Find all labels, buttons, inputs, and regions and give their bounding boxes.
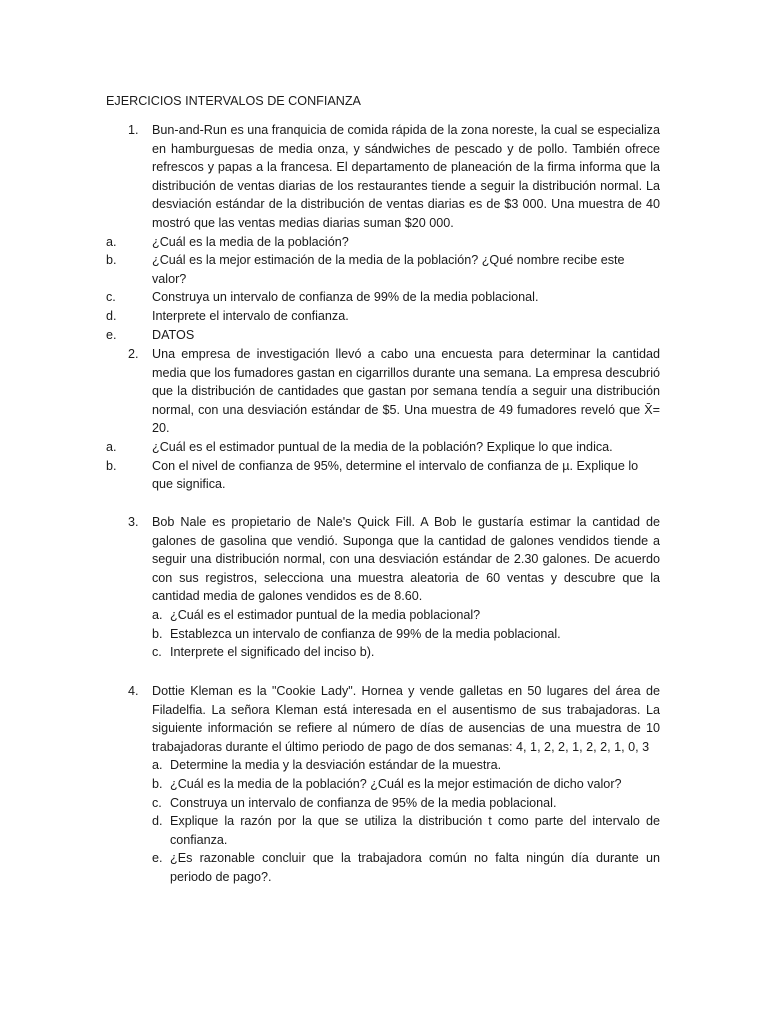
question-3 [106, 513, 660, 662]
list-item [106, 606, 660, 625]
list-item [106, 794, 660, 813]
item-marker: a. [106, 439, 117, 454]
item-text: ¿Cuál es el estimador puntual de la media de la población? Explique lo que indica. [152, 439, 613, 454]
question-2 [106, 345, 660, 494]
item-text: Interprete el intervalo de confianza. [152, 308, 349, 323]
question-4 [106, 682, 660, 887]
item-marker: b. [152, 626, 163, 641]
question-3-statement [106, 513, 660, 606]
list-item [106, 625, 660, 644]
list-item [106, 288, 660, 307]
item-text: Determine la media y la desviación estándar de la muestra. [170, 758, 502, 773]
list-item [106, 643, 660, 662]
item-marker: e. [106, 327, 117, 342]
item-marker: a. [106, 234, 117, 249]
item-text: Construya un intervalo de confianza de 95% de la media poblacional. [170, 795, 557, 810]
item-text: Explique la razón por la que se utiliza la distribución t como parte del intervalo de confianza. [170, 814, 660, 847]
item-marker: c. [152, 645, 162, 660]
question-number: 3. [128, 515, 139, 529]
item-marker: b. [106, 458, 117, 473]
item-marker: d. [152, 814, 163, 829]
item-text: ¿Cuál es el estimador puntual de la media poblacional? [170, 607, 481, 622]
item-text: ¿Cuál es la media de la población? [152, 234, 349, 249]
list-item [106, 326, 660, 345]
item-text: ¿Cuál es la mejor estimación de la media de la población? ¿Qué nombre recibe este valor? [152, 253, 625, 286]
document-title: EJERCICIOS INTERVALOS DE CONFIANZA [106, 94, 361, 108]
question-number: 1. [128, 123, 139, 137]
question-number: 2. [128, 347, 139, 361]
question-text: Bob Nale es propietario de Nale's Quick Fill. A Bob le gustaría estimar la cantidad de galones de gasolina que vendió. Suponga que la cantidad de galones vendidos tiende a seguir una distribución normal, con una desviación estándar de 2.30 galones. De acuerdo con sus registros, selecciona una muestra aleatoria de 60 ventas y descubre que la cantidad media de galones vendidos es de 8.60. [152, 515, 660, 604]
item-text: Establezca un intervalo de confianza de 99% de la media poblacional. [170, 626, 561, 641]
question-number: 4. [128, 684, 139, 698]
question-1 [106, 121, 660, 344]
list-item [106, 233, 660, 252]
list-item [106, 775, 660, 794]
item-marker: d. [106, 308, 117, 323]
question-1-statement [106, 121, 660, 233]
list-item [106, 812, 660, 849]
item-marker: a. [152, 607, 163, 622]
question-text: Bun-and-Run es una franquicia de comida rápida de la zona noreste, la cual se especializa en hamburguesas de media onza, y sándwiches de pescado y de pollo. También ofrece refrescos y papas a la francesa. El departamento de planeación de la firma informa que la distribución de ventas diarias de los restaurantes tiende a seguir la distribución normal. La desviación estándar de la distribución de ventas diarias es de $3 000. Una muestra de 40 mostró que las ventas medias diarias suman $20 000. [152, 123, 660, 230]
question-2-statement [106, 345, 660, 438]
list-item [106, 457, 660, 494]
item-text: ¿Cuál es la media de la población? ¿Cuál es la mejor estimación de dicho valor? [170, 776, 622, 791]
question-4-statement [106, 682, 660, 756]
item-marker: b. [106, 253, 117, 268]
item-marker: a. [152, 758, 163, 773]
item-text: Con el nivel de confianza de 95%, determine el intervalo de confianza de µ. Explique lo que significa. [152, 458, 639, 492]
item-text: Construya un intervalo de confianza de 99% de la media poblacional. [152, 290, 539, 305]
list-item [106, 438, 660, 457]
item-marker: c. [152, 795, 162, 810]
list-item [106, 756, 660, 775]
question-text: Una empresa de investigación llevó a cabo una encuesta para determinar la cantidad media que los fumadores gastan en cigarrillos durante una semana. La empresa descubrió que la distribución de cantidades que gastan por semana tendía a seguir una distribución normal, con una desviación estándar de $5. Una muestra de 49 fumadores reveló que X̄= 20. [152, 347, 660, 436]
item-text: Interprete el significado del inciso b). [170, 645, 375, 660]
item-text: DATOS [152, 327, 195, 342]
item-text: ¿Es razonable concluir que la trabajadora común no falta ningún día durante un periodo de pago?. [170, 851, 660, 884]
item-marker: e. [152, 851, 163, 866]
question-text: Dottie Kleman es la "Cookie Lady". Hornea y vende galletas en 50 lugares del área de Filadelfia. La señora Kleman está interesada en el ausentismo de sus trabajadoras. La siguiente información se refiere al número de días de ausencias de una muestra de 10 trabajadoras durante el último periodo de pago de dos semanas: 4, 1, 2, 2, 1, 2, 2, 1, 0, 3 [152, 684, 660, 754]
item-marker: b. [152, 776, 163, 791]
list-item [106, 251, 660, 288]
list-item [106, 307, 660, 326]
item-marker: c. [106, 290, 116, 305]
list-item [106, 849, 660, 886]
